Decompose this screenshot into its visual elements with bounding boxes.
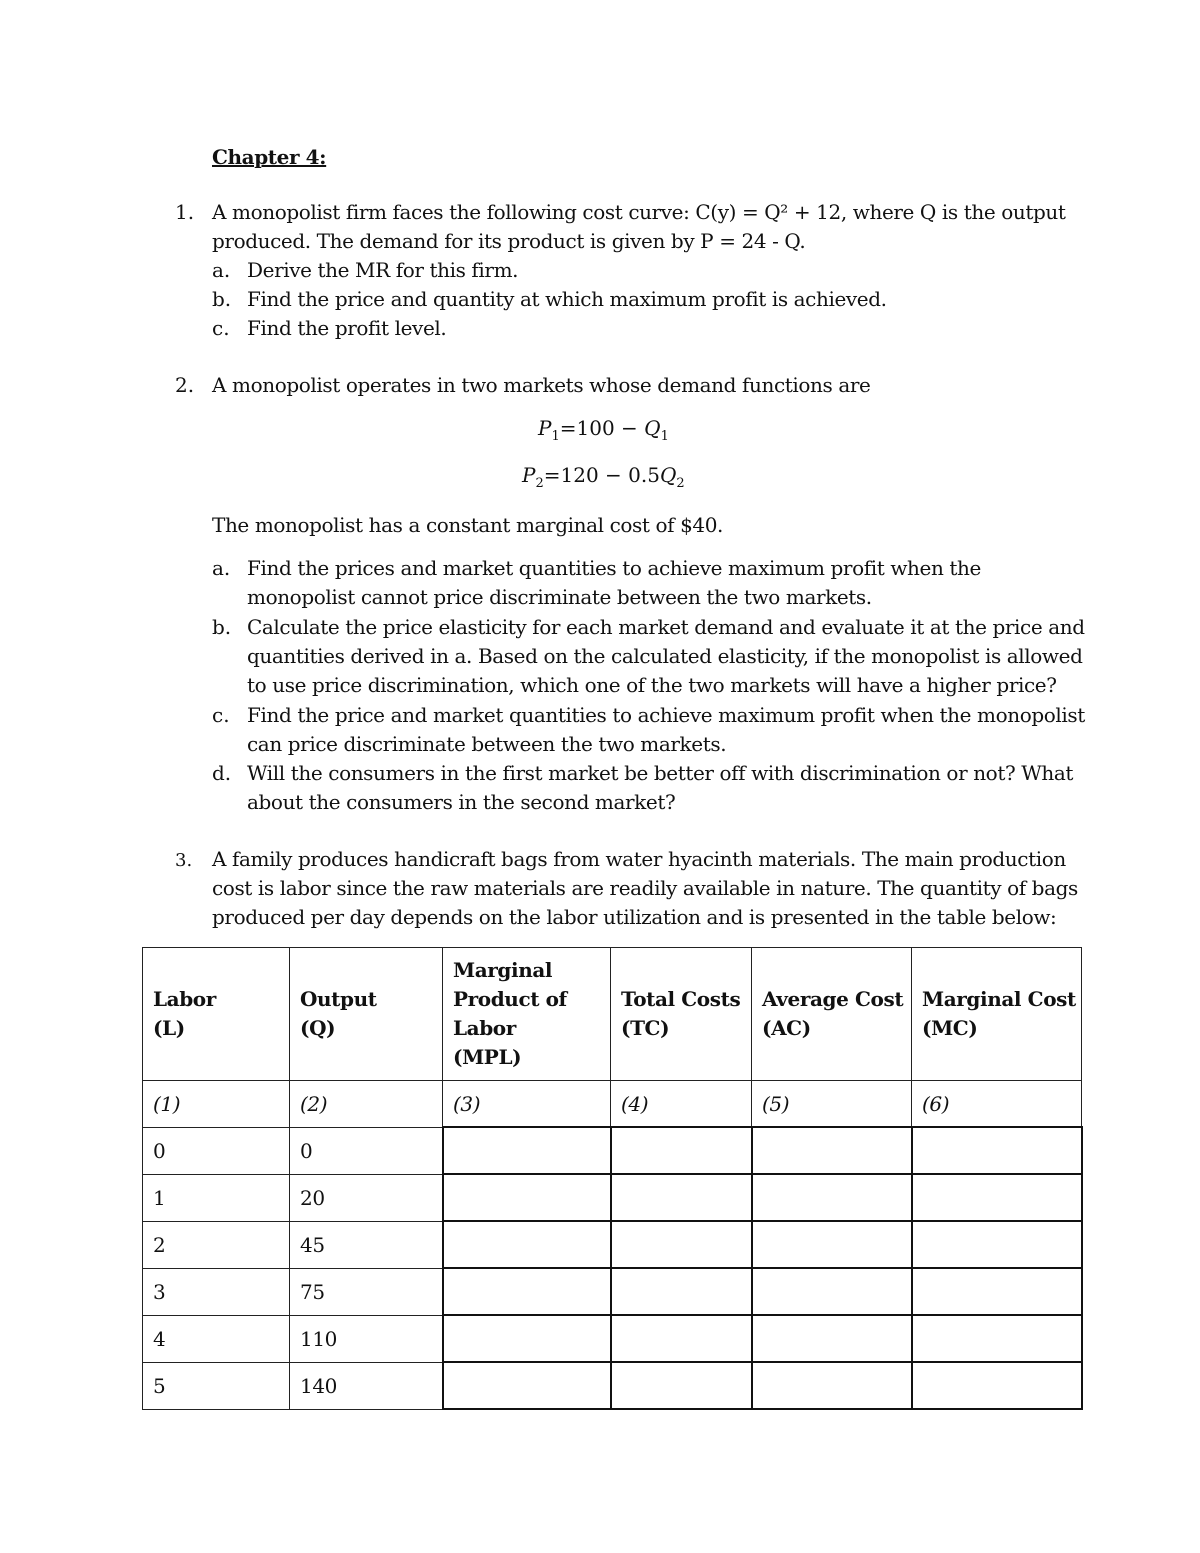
question-2a-label: a.: [212, 556, 231, 580]
question-1-line-2: produced. The demand for its product is given by P = 24 - Q.: [212, 229, 806, 253]
blank-answer-cell: [752, 1221, 912, 1268]
blank-answer-cell: [611, 1174, 752, 1221]
question-2a-line-1: Find the prices and market quantities to achieve maximum profit when the: [247, 556, 981, 580]
eq2-rhs: Q: [659, 463, 677, 487]
output-cell: 75: [290, 1268, 443, 1315]
eq2-rhs-sub: 2: [676, 476, 685, 491]
blank-answer-cell: [752, 1174, 912, 1221]
table-row: [143, 1174, 1082, 1221]
output-cell: 0: [290, 1127, 443, 1174]
index-cell: (1): [143, 1081, 290, 1128]
blank-answer-cell: [912, 1315, 1082, 1362]
question-1c-text: Find the profit level.: [247, 316, 447, 340]
blank-answer-cell: [912, 1127, 1082, 1174]
blank-answer-cell: [912, 1362, 1082, 1409]
header-marginal-cost: Marginal Cost (MC): [912, 948, 1082, 1081]
index-cell: (5): [752, 1081, 912, 1128]
question-2c-line-2: can price discriminate between the two markets.: [247, 732, 727, 756]
index-cell: (4): [611, 1081, 752, 1128]
blank-answer-cell: [912, 1268, 1082, 1315]
output-cell: 110: [290, 1315, 443, 1362]
question-2d-line-2: about the consumers in the second market?: [247, 790, 676, 814]
question-1b-label: b.: [212, 287, 232, 311]
blank-answer-cell: [912, 1221, 1082, 1268]
header-average-cost: Average Cost (AC): [752, 948, 912, 1081]
question-3-line-3: produced per day depends on the labor utilization and is presented in the table below:: [212, 905, 1057, 929]
question-1b-text: Find the price and quantity at which maximum profit is achieved.: [247, 287, 887, 311]
blank-answer-cell: [611, 1362, 752, 1409]
question-3-line-1: A family produces handicraft bags from water hyacinth materials. The main production: [212, 847, 1066, 871]
chapter-title: Chapter 4:: [212, 145, 327, 169]
question-1a-label: a.: [212, 258, 231, 282]
eq1-mid: =100 −: [559, 416, 645, 440]
blank-answer-cell: [752, 1268, 912, 1315]
blank-answer-cell: [443, 1268, 611, 1315]
question-3-number: 3.: [175, 850, 193, 871]
question-2d-label: d.: [212, 761, 232, 785]
blank-answer-cell: [752, 1362, 912, 1409]
production-cost-table: [142, 947, 1083, 1410]
blank-answer-cell: [443, 1174, 611, 1221]
labor-cell: 0: [143, 1127, 290, 1174]
blank-answer-cell: [443, 1127, 611, 1174]
eq2-mid: =120 − 0.5: [543, 463, 660, 487]
question-2b-line-3: to use price discrimination, which one of the two markets will have a higher price?: [247, 673, 1057, 697]
blank-answer-cell: [611, 1221, 752, 1268]
table-row: [143, 1127, 1082, 1174]
demand-equation-2: [522, 463, 685, 491]
blank-answer-cell: [611, 1268, 752, 1315]
question-2a-line-2: monopolist cannot price discriminate between the two markets.: [247, 585, 872, 609]
question-1a-text: Derive the MR for this firm.: [247, 258, 519, 282]
question-2d-line-1: Will the consumers in the first market be better off with discrimination or not? What: [247, 761, 1074, 785]
eq1-lhs: P: [538, 416, 552, 440]
blank-answer-cell: [443, 1315, 611, 1362]
table-row: [143, 1268, 1082, 1315]
question-2c-line-1: Find the price and market quantities to achieve maximum profit when the monopolist: [247, 703, 1085, 727]
blank-answer-cell: [443, 1362, 611, 1409]
index-cell: (6): [912, 1081, 1082, 1128]
question-2c-label: c.: [212, 703, 230, 727]
blank-answer-cell: [752, 1127, 912, 1174]
index-cell: (3): [443, 1081, 611, 1128]
eq2-lhs: P: [522, 463, 536, 487]
table-header-row: [143, 948, 1082, 1081]
question-2b-line-1: Calculate the price elasticity for each market demand and evaluate it at the price and: [247, 615, 1085, 639]
blank-answer-cell: [443, 1221, 611, 1268]
demand-equation-1: [538, 416, 669, 444]
blank-answer-cell: [611, 1315, 752, 1362]
table-index-row: [143, 1081, 1082, 1128]
eq1-lhs-sub: 1: [551, 429, 560, 444]
table-row: [143, 1362, 1082, 1409]
header-total-costs: Total Costs (TC): [611, 948, 752, 1081]
header-marginal-product: Marginal Product of Labor (MPL): [443, 948, 611, 1081]
header-output: Output (Q): [290, 948, 443, 1081]
eq1-rhs: Q: [644, 416, 661, 440]
output-cell: 20: [290, 1174, 443, 1221]
question-2b-line-2: quantities derived in a. Based on the calculated elasticity, if the monopolist is allowed: [247, 644, 1083, 668]
labor-cell: 3: [143, 1268, 290, 1315]
header-labor: Labor (L): [143, 948, 290, 1081]
blank-answer-cell: [912, 1174, 1082, 1221]
output-cell: 140: [290, 1362, 443, 1409]
blank-answer-cell: [752, 1315, 912, 1362]
question-2-intro: A monopolist operates in two markets whose demand functions are: [212, 373, 871, 397]
eq1-rhs-sub: 1: [660, 429, 669, 444]
question-1-line-1: A monopolist firm faces the following cost curve: C(y) = Q² + 12, where Q is the output: [212, 200, 1066, 224]
labor-cell: 4: [143, 1315, 290, 1362]
marginal-cost-statement: The monopolist has a constant marginal cost of $40.: [212, 513, 724, 537]
table-row: [143, 1315, 1082, 1362]
table-row: [143, 1221, 1082, 1268]
index-cell: (2): [290, 1081, 443, 1128]
question-3-line-2: cost is labor since the raw materials are readily available in nature. The quantity of bags: [212, 876, 1078, 900]
question-2-number: 2.: [175, 373, 195, 397]
question-2b-label: b.: [212, 615, 232, 639]
question-1c-label: c.: [212, 316, 230, 340]
labor-cell: 5: [143, 1362, 290, 1409]
output-cell: 45: [290, 1221, 443, 1268]
question-1-number: 1.: [175, 200, 195, 224]
labor-cell: 2: [143, 1221, 290, 1268]
blank-answer-cell: [611, 1127, 752, 1174]
labor-cell: 1: [143, 1174, 290, 1221]
eq2-lhs-sub: 2: [535, 476, 544, 491]
